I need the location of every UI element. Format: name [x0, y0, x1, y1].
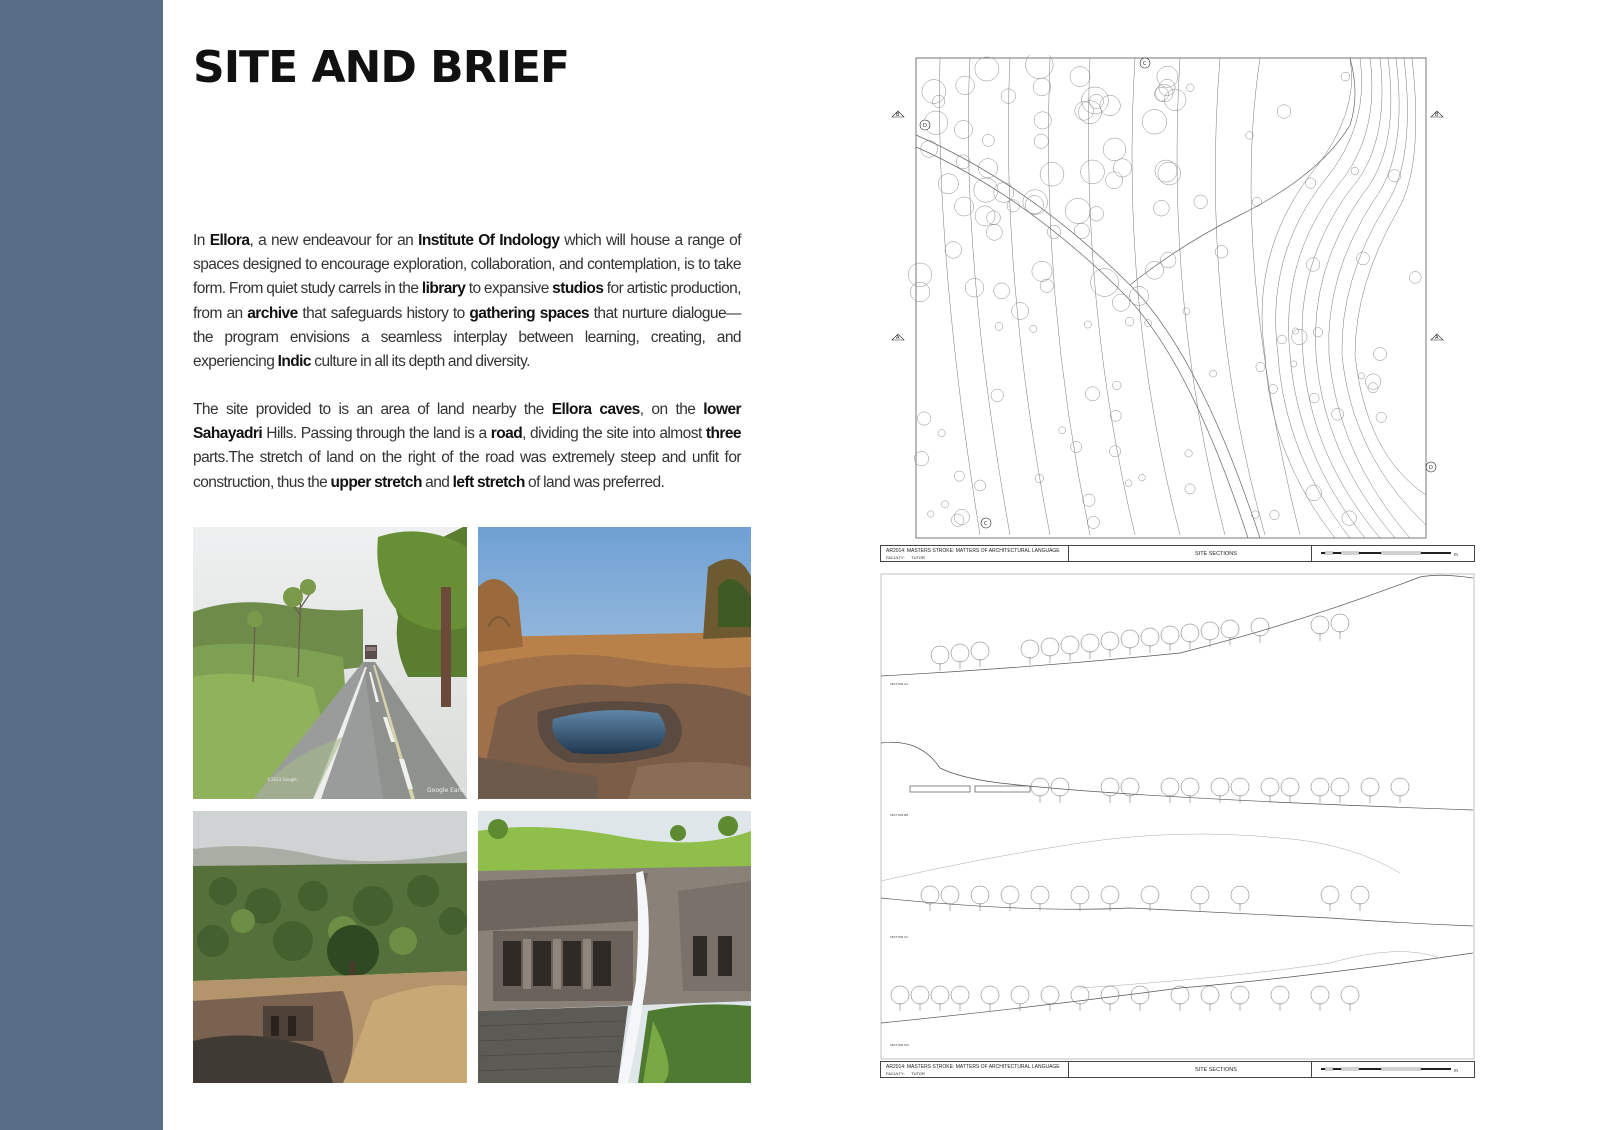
- brief-keyword: lower Sahayadri: [193, 401, 741, 443]
- brief-keyword: left stretch: [452, 473, 525, 491]
- brief-text-run: , on the: [639, 401, 704, 418]
- brief-keyword: road: [490, 425, 523, 443]
- svg-text:SECTION AA: SECTION AA: [890, 682, 909, 686]
- title-block-sheet-title: SITE SECTIONS: [1195, 1067, 1237, 1073]
- marker-c-top: C: [1143, 61, 1147, 67]
- sidebar-band: [0, 0, 163, 1130]
- title-block-faculty: FACULTY: TUTOR: [886, 1071, 925, 1076]
- svg-text:SECTION CC: SECTION CC: [890, 935, 909, 939]
- brief-keyword: studios: [552, 280, 604, 298]
- brief-text-run: , a new endeavour for an: [249, 232, 419, 249]
- brief-text-run: which will house a range of spaces designed to encourage exploration, collaboration, and contemplation, is to take form. From quiet study carrels in the: [193, 232, 741, 298]
- brief-text-run: and: [421, 473, 453, 491]
- brief-text-run: for artistic production, from an: [193, 280, 741, 322]
- photo-rock-pond: [478, 527, 751, 799]
- svg-text:SECTION BB: SECTION BB: [890, 813, 909, 817]
- tree-circles: [908, 55, 1421, 529]
- brief-text-run: to expansive: [465, 280, 553, 298]
- brief-text-run: that safeguards history to: [297, 304, 470, 322]
- svg-text:m: m: [1454, 1068, 1458, 1073]
- scale-bar: [1321, 550, 1461, 559]
- brief-keyword: three: [705, 425, 741, 443]
- brief-paragraph-program: [193, 229, 741, 374]
- marker-a-right: A: [1435, 335, 1439, 341]
- marker-b-left: B: [896, 112, 900, 118]
- brief-text-run: that nurture dialogue—the program envisions a seamless interplay between learning, creating, and experiencing: [193, 304, 741, 371]
- marker-c-bottom: C: [984, 521, 988, 527]
- title-block-course: AR2014: MASTERS STROKE: MATTERS OF ARCHITECTURAL LANGUAGE: [886, 1064, 1060, 1070]
- svg-text:m: m: [1454, 552, 1458, 557]
- photo-road-through-site: [193, 527, 467, 799]
- marker-d-right: D: [1429, 465, 1433, 471]
- title-block-faculty: FACULTY: TUTOR: [886, 555, 925, 560]
- brief-keyword: gathering spaces: [469, 304, 589, 322]
- title-block-sections: [880, 1061, 1475, 1078]
- section-trees: [891, 614, 1409, 1011]
- brief-text-run: parts.The stretch of land on the right of the road was extremely steep and unfit for construction, thus the: [193, 449, 741, 491]
- brief-text-run: In: [193, 232, 210, 249]
- title-block-course: AR2014: MASTERS STROKE: MATTERS OF ARCHITECTURAL LANGUAGE: [886, 548, 1060, 554]
- brief-keyword: Ellora: [209, 232, 250, 249]
- brief-text-run: of land was preferred.: [524, 473, 665, 491]
- photo-watermark: Google Earth: [427, 787, 467, 794]
- brief-keyword: Indic: [277, 353, 311, 371]
- brief-text-run: Hills. Passing through the land is a: [262, 425, 491, 443]
- road: [916, 58, 1355, 538]
- section-profiles: [881, 575, 1473, 1023]
- photo-ellora-caves-waterfall: [478, 811, 751, 1083]
- brief-text-run: The site provided to is an area of land nearby the: [193, 401, 552, 418]
- marker-a-left: A: [896, 335, 900, 341]
- brief-keyword: upper stretch: [330, 473, 422, 491]
- site-sections-drawing: [880, 573, 1475, 1078]
- brief-keyword: library: [421, 280, 466, 298]
- marker-b-right: B: [1435, 112, 1439, 118]
- brief-paragraph-site: [193, 398, 741, 495]
- site-plan-drawing: [880, 55, 1475, 565]
- title-block-plan: [880, 545, 1475, 562]
- background-hills: [881, 834, 1440, 988]
- brief-keyword: Institute Of Indology: [418, 232, 560, 249]
- title-block-sheet-title: SITE SECTIONS: [1195, 551, 1237, 557]
- brief-keyword: archive: [247, 304, 298, 322]
- svg-text:©2023 Google: ©2023 Google: [267, 777, 297, 782]
- svg-text:SECTION DD: SECTION DD: [890, 1043, 909, 1047]
- marker-d-left: D: [923, 123, 927, 129]
- site-boundary: [916, 58, 1426, 538]
- contour-lines: [940, 58, 1427, 538]
- scale-bar: [1321, 1066, 1461, 1075]
- brief-keyword: Ellora caves: [551, 401, 640, 418]
- brief-text-run: culture in all its depth and diversity.: [310, 353, 530, 371]
- page-title: SITE AND BRIEF: [193, 42, 570, 93]
- photo-forest-valley: [193, 811, 467, 1083]
- section-markers: [892, 58, 1443, 528]
- brief-text-run: , dividing the site into almost: [522, 425, 706, 443]
